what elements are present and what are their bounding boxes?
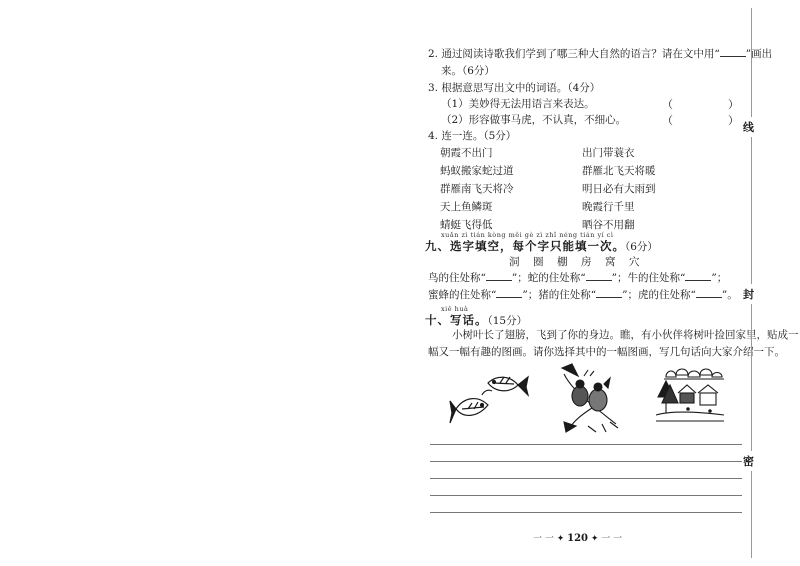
q4-right-item-5[interactable]: 晒谷不用翻 xyxy=(582,219,635,231)
section10-para-line2: 幅又一幅有趣的图画。请你选择其中的一幅图画，写几句话向大家介绍一下。 xyxy=(428,346,785,358)
binding-line xyxy=(751,8,752,558)
blank-bee[interactable] xyxy=(496,288,522,298)
char-option-2[interactable]: 圈 xyxy=(533,256,544,268)
q4-left-item-1[interactable]: 朝霞不出门 xyxy=(440,147,493,159)
writing-line-4[interactable] xyxy=(430,495,742,496)
q4-left-item-4[interactable]: 天上鱼鳞斑 xyxy=(440,201,493,213)
q2-blank[interactable] xyxy=(720,47,746,57)
blank-cow[interactable] xyxy=(685,271,711,281)
q4-right-item-3[interactable]: 明日必有大雨到 xyxy=(582,183,656,195)
char-option-3[interactable]: 棚 xyxy=(557,256,568,268)
q3-answer-1-open[interactable]: （ xyxy=(662,98,673,111)
q3-title: 3. 根据意思写出文中的词语。（4分） xyxy=(428,82,601,94)
char-option-4[interactable]: 房 xyxy=(581,256,592,268)
q3-answer-1-close[interactable]: ） xyxy=(728,98,739,111)
blank-bird[interactable] xyxy=(486,271,512,281)
section10-para-line1: 小树叶长了翅膀，飞到了你的身边。瞧，有小伙伴将树叶捡回家里，贴成一 xyxy=(452,329,799,341)
binding-char-seal: 封 xyxy=(743,284,754,304)
fish-leaf-picture-icon xyxy=(448,365,530,429)
writing-line-5[interactable] xyxy=(430,512,742,513)
q4-right-item-4[interactable]: 晚霞行千里 xyxy=(582,201,635,213)
char-option-6[interactable]: 穴 xyxy=(629,256,640,268)
q4-left-item-5[interactable]: 蜻蜓飞得低 xyxy=(440,219,493,231)
binding-char-line: 线 xyxy=(743,117,754,137)
section9-line2: 蜜蜂的住处称“ ”；猪的住处称“ ”；虎的住处称“ ”。 xyxy=(428,289,738,301)
birds-on-branch-picture-icon xyxy=(558,362,622,434)
blank-pig[interactable] xyxy=(596,288,622,298)
section10-pinyin: xiě huà xyxy=(441,305,469,313)
writing-line-2[interactable] xyxy=(430,461,742,462)
q4-title: 4. 连一连。（5分） xyxy=(428,130,517,142)
q2-line1: 2. 通过阅读诗歌我们学到了哪三种大自然的语言？请在文中用“ ”画出 xyxy=(428,48,773,60)
q3-item-1: （1）美妙得无法用语言来表达。 xyxy=(441,98,595,110)
section10-heading: 十、写话。（15分） xyxy=(425,313,528,327)
char-option-1[interactable]: 洞 xyxy=(509,256,520,268)
page-number: 一 一 ✦ 120 ✦ 一 一 xyxy=(533,533,623,544)
section9-line1: 鸟的住处称“ ”；蛇的住处称“ ”；牛的住处称“ ”； xyxy=(428,272,728,284)
q3-answer-2-close[interactable]: ） xyxy=(728,114,739,127)
q2-line2: 来。（6分） xyxy=(441,65,495,77)
section9-heading: 九、选字填空，每个字只能填一次。（6分） xyxy=(425,239,658,253)
char-option-5[interactable]: 窝 xyxy=(605,256,616,268)
q4-right-item-2[interactable]: 群雁北飞天将暖 xyxy=(582,165,656,177)
village-scene-picture-icon xyxy=(652,363,728,427)
q3-item-2: （2）形容做事马虎，不认真，不细心。 xyxy=(441,114,627,126)
blank-tiger[interactable] xyxy=(696,288,722,298)
q4-left-item-3[interactable]: 群雁南飞天将冷 xyxy=(440,183,514,195)
q4-right-item-1[interactable]: 出门带蓑衣 xyxy=(582,147,635,159)
q4-left-item-2[interactable]: 蚂蚁搬家蛇过道 xyxy=(440,165,514,177)
section9-pinyin: xuǎn zì tián kòng měi gè zì zhǐ néng tián yí cì xyxy=(441,231,614,239)
q3-answer-2-open[interactable]: （ xyxy=(662,114,673,127)
binding-char-secret: 密 xyxy=(743,451,754,471)
writing-line-1[interactable] xyxy=(430,444,742,445)
writing-line-3[interactable] xyxy=(430,478,742,479)
blank-snake[interactable] xyxy=(586,271,612,281)
